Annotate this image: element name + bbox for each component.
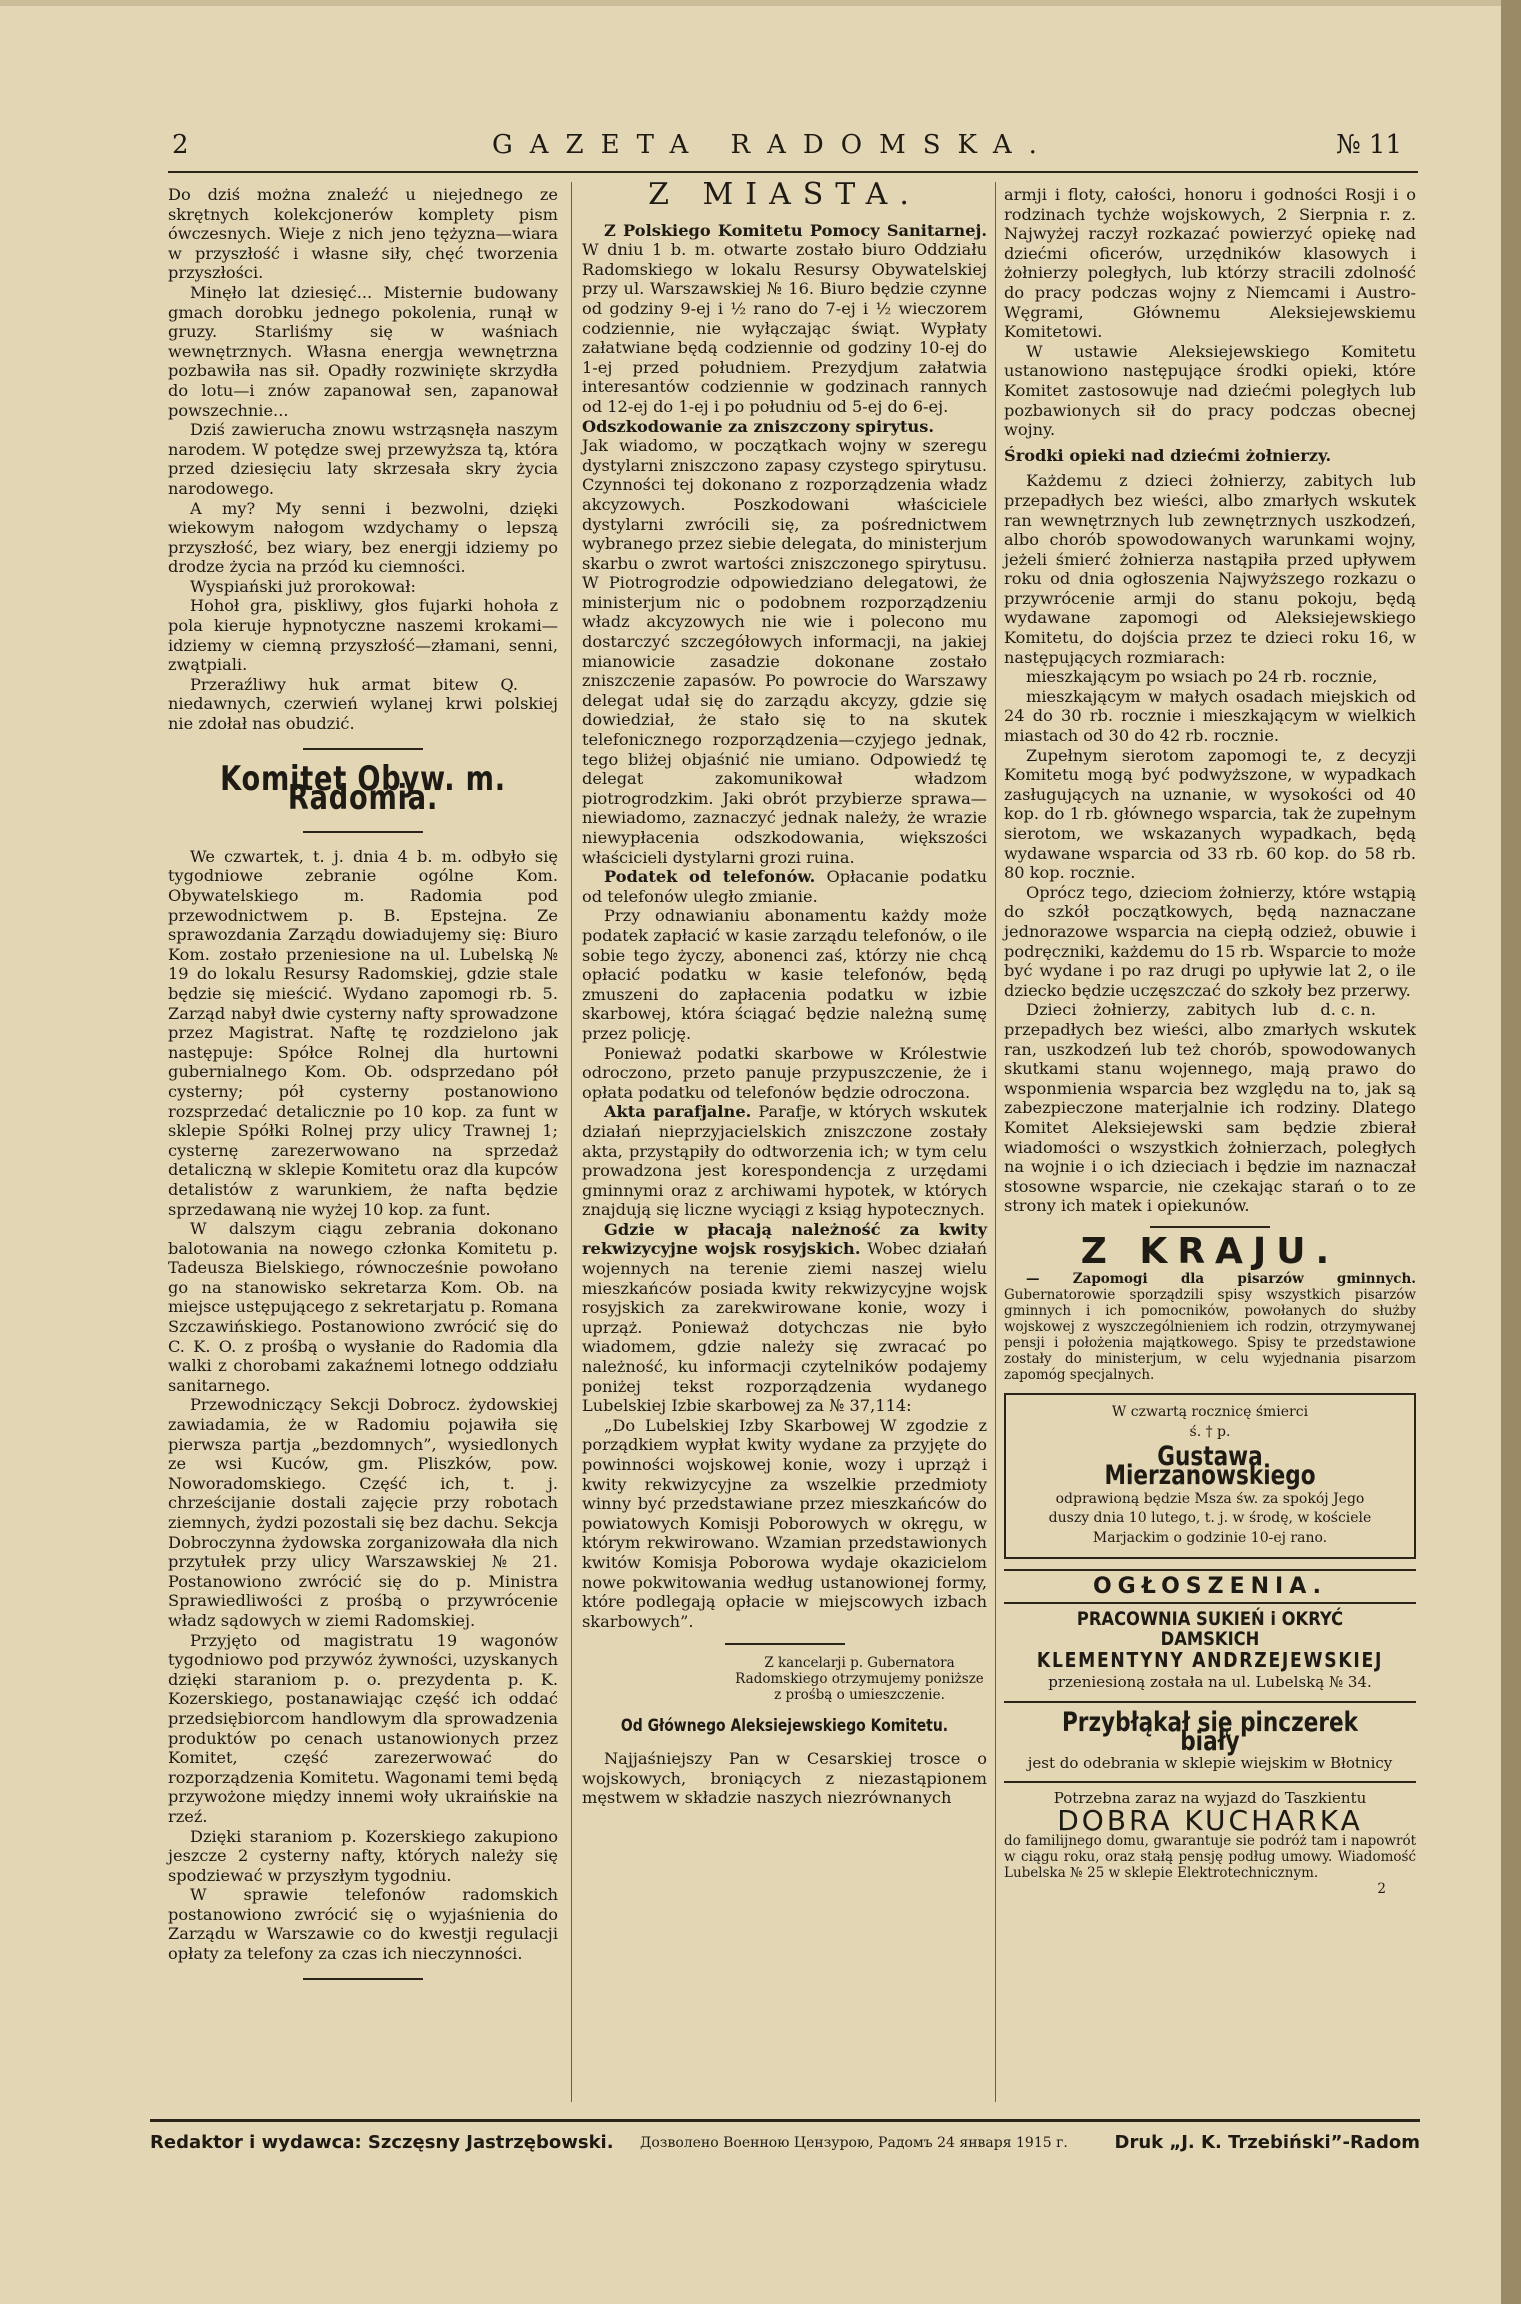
ad-number: 2 bbox=[1377, 1880, 1386, 1897]
paragraph: armji i floty, całości, honoru i godności Rosji i o rodzinach tychże wojskowych, 2 Sierpnia r. z. Najwyżej raczył rozkazać powierzyć opiekę nad dziećmi oficerów, urzędników klasowych i żołnierzy poległych, lub którzy stracili zdolność do pracy podczas wojny z Niemcami i Austro-Węgrami, Głównemu Aleksiejewskiemu Komitetowi. bbox=[1004, 185, 1416, 342]
paragraph: Zupełnym sierotom zapomogi te, z decyzji Komitetu mogą być podwyższone, w wypadkach zasługujących na uznanie, w wysokości od 40 kop. do 1 rb. głównego wsparcia, tak że zupełnym sierotom, we wskazanych wypadkach, będą wydawane wsparcia od 33 rb. 60 kop. do 58 rb. 80 kop. rocznie. bbox=[1004, 745, 1416, 883]
mourning-line: ś. † p. bbox=[1189, 1424, 1231, 1441]
paragraph: A my? My senni i bezwolni, dzięki wiekowym nałogom wzdychamy o lepszą przyszłość, bez wiary, bez energji idziemy po drodze życia na przód ku ciemności. bbox=[168, 498, 558, 577]
paragraph bbox=[582, 1102, 987, 1220]
paragraph-heading: Odszkodowanie za zniszczony spirytus. bbox=[582, 416, 935, 436]
paragraph: Wyspiański już prorokował: bbox=[190, 576, 417, 596]
ad-heading: Przybłąkał się pinczerek biały bbox=[1061, 1706, 1359, 1758]
separator-rule bbox=[1004, 1781, 1416, 1783]
separator-rule bbox=[1004, 1602, 1416, 1604]
separator-rule bbox=[1150, 1226, 1270, 1228]
section-title-z-kraju: Z KRAJU. bbox=[1080, 1230, 1340, 1272]
paragraph: W dalszym ciągu zebrania dokonano balotowania na nowego członka Komitetu p. Tadeusza Bielskiego, równocześnie powołano go na stanowisko sekretarza Kom. Ob. na miejsce ustępującego z sekretarjatu p. Romana Szczawińskiego. Postanowiono zwrócić się do C. K. O. z prośbą o wysłanie do Radomia dla walki z chorobami zakaźnemi lotnego oddziału sanitarnego. bbox=[168, 1219, 558, 1395]
paragraph: Przewodniczący Sekcji Dobrocz. żydowskiej zawiadamia, że w Radomiu pojawiła się pierwsza partja „bezdomnych”, wysiedlonych ze wsi Kuców, gm. Pliszków, pow. Noworadomskiego. Część ich, t. j. chrześcijanie dostali zajęcie przy robotach ziemnych, żydzi pozostali się bez dachu. Sekcja Dobroczynna żydowska zorganizowała dla nich przytułek przy ulicy Warszawskiej № 21. Postanowiono zwrócić się do p. Ministra Sprawiedliwości z prośbą o przywrócenie władz sądowych w ziemi Radomskiej. bbox=[168, 1395, 558, 1630]
page-number: 2 bbox=[172, 130, 189, 160]
ad-heading: KLEMENTYNY ANDRZEJEWSKIEJ bbox=[1036, 1648, 1384, 1673]
masthead bbox=[172, 130, 1402, 170]
footer bbox=[150, 2132, 1420, 2162]
mourning-name: Gustawa Mierzanowskiego bbox=[1104, 1440, 1316, 1492]
paragraph-heading: Podatek od telefonów. bbox=[604, 867, 816, 887]
paragraph-heading: Z Polskiego Komitetu Pomocy Sanitarnej. bbox=[604, 220, 987, 240]
column-2 bbox=[582, 177, 987, 1808]
paragraph: Przyjęto od magistratu 19 wagonów tygodniowo pod przywóz żywności, uzyskanych dzięki staraniom p. o. prezydenta p. K. Kozerskiego, postanawiając część ich oddać przedsiębiorcom handlowym dla sprowadzenia produktów po cenach ustanowionych przez Komitet, część zarezerwować do rozporządzenia Komitetu. Wagonami temi będą przywożone między innemi woły ukraińskie na rzeź. bbox=[168, 1630, 558, 1826]
paragraph: „Do Lubelskiej Izby Skarbowej W zgodzie z porządkiem wypłat kwity wydane za przyjęte do powinności wojskowej konie, wozy i uprząż i kwity rekwizycyjne za wszelkie przedmioty winny być przedstawiane przez mieszkańców do powiatowych Komisji Poborowych w okręgu, w którym rekwirowano. Wzamian przedstawionych kwitów Komisja Poborowa wydaje okazicielom nowe pokwitowania według ustanowionej formy, które podlegają opłacie w miejscowych izbach skarbowych”. bbox=[582, 1415, 987, 1631]
paragraph-text: W dniu 1 b. m. otwarte zostało biuro Oddziału Radomskiego w lokalu Resursy Obywatelskiej przy ul. Warszawskiej № 16. Biuro będzie czynne od godziny 9-ej i ½ rano do 7-ej i ½ wieczorem codziennie, nie wyłączając świąt. Wypłaty załatwiane będą codziennie od godziny 10-ej do 1-ej przed południem. Prezydjum załatwia interesantów codziennie w godzinach rannych od 12-ej do 1-ej i po południu od 5-ej do 6-ej. bbox=[582, 240, 987, 416]
paragraph-text: Parafje, w których wskutek działań nieprzyjacielskich zniszczone zostały akta, przystąpiły do odtworzenia ich; w tym celu prowadzona jest korespondencja z urzędami gminnymi oraz z archiwami hypotek, w których znajdują się liczne wyciągi z ksiąg hypotecznych. bbox=[582, 1102, 987, 1220]
paragraph: Do dziś można znaleźć u niejednego ze skrętnych kolekcjonerów komplety pism ówczesnych. Wieje z nich jeno tężyzna—wiara w przyszłość i własne siły, chęć tworzenia przyszłości. bbox=[168, 185, 558, 283]
paragraph: We czwartek, t. j. dnia 4 b. m. odbyło się tygodniowe zebranie ogólne Kom. Obywatelskiego m. Radomia pod przewodnictwem p. B. Epstejna. Ze sprawozdania Zarządu dowiadujemy się: Biuro Kom. zostało przeniesione na ul. Lubelską № 19 do lokalu Resursy Radomskiej, gdzie stale będzie się mieścić. Wydano zapomogi rb. 5. Zarząd nabył dwie cysterny nafty sprowadzone przez Magistrat. Naftę tę rozdzielono jak następuje: Spółce Rolnej dla hurtowni gubernialnego Kom. Ob. odsprzedano pół cysterny; pół cysterny postanowiono rozsprzedać detalicznie po 10 kop. za funt w sklepie Spółki Rolnej przy ulicy Trawnej 1; cysternę zarezerwowano na sprzedaż detaliczną w sklepie Komitetu oraz dla kupców detalistów z warunkiem, że nafta będzie sprzedawaną nie wyżej 10 kop. za funt. bbox=[168, 846, 558, 1219]
paragraph-text: Przeraźliwy huk armat bitew niedawnych, czerwień wylanej krwi polskiej nie zdołał nas obudzić. bbox=[168, 674, 558, 734]
separator-rule bbox=[303, 1978, 423, 1980]
paragraph-last bbox=[168, 675, 558, 734]
paragraph: Hohoł gra, piskliwy, głos fujarki hohoła z pola kieruje hypnotyczne naszemi krokami—idziemy w ciemną przyszłość—złamani, senni, zwątpiali. bbox=[168, 596, 558, 675]
mourning-line: odprawioną będzie Msza św. za spokój Jego duszy dnia 10 lutego, t. j. w środę, w kościele Marjackim o godzinie 10-ej rano. bbox=[1048, 1490, 1372, 1547]
page-top-edge bbox=[0, 0, 1521, 6]
separator-rule bbox=[725, 1643, 845, 1645]
column-3 bbox=[1004, 185, 1416, 1897]
mourning-line: W czwartą rocznicę śmierci bbox=[1111, 1404, 1309, 1421]
ad-line: jest do odebrania w sklepie wiejskim w Błotnicy bbox=[1027, 1753, 1393, 1772]
paragraph: W ustawie Aleksiejewskiego Komitetu ustanowiono następujące środki opieki, które Komitet zastosowuje nad dziećmi poległych lub pozbawionych sił do pracy podczas obecnej wojny. bbox=[1004, 341, 1416, 440]
separator-rule bbox=[1004, 1701, 1416, 1703]
paragraph: Najjaśniejszy Pan w Cesarskiej trosce o wojskowych, broniących z niezastąpionem męstwem w składzie naszych niezrównanych bbox=[582, 1748, 987, 1808]
paragraph bbox=[582, 221, 987, 417]
paragraph bbox=[582, 1220, 987, 1416]
paragraph: Każdemu z dzieci żołnierzy, zabitych lub przepadłych bez wieści, albo zmarłych wskutek ran wewnętrznych lub zewnętrznych uszkodzeń, albo chorób spowodowanych warunkami wojny, jeżeli śmierć żołnierza nastąpiła przed upływem roku od dnia ogłoszenia Najwyższego rozkazu o przywrócenie armji do stanu pokoju, będą wydawane zapomogi od Aleksiejewskiego Komitetu, do dojścia przez te dzieci roku 16, w następujących rozmiarach: bbox=[1004, 471, 1416, 667]
signature: d. c. n. bbox=[1320, 1000, 1376, 1020]
komitet-headline: Komitet Obyw. m. Radomia. bbox=[220, 758, 506, 819]
paragraph: Dziś zawierucha znowu wstrząsnęła naszym narodem. W potędze swej przewyższa tą, która przed dziesięciu laty skrzesała skry życia narodowego. bbox=[168, 420, 558, 498]
paragraph: W sprawie telefonów radomskich postanowiono zwrócić się o wyjaśnienia do Zarządu w Warszawie co do kwestji regulacji opłaty za telefony za czas ich nieczynności. bbox=[168, 1885, 558, 1964]
paragraph-text: Wobec działań wojennych na terenie ziemi naszej wielu mieszkańców posiada kwity rekwizycyjne wojsk rosyjskich za zarekwirowane konie, wozy i uprząż. Ponieważ dotychczas nie było wiadomem, gdzie należy się zwracać po należność, ku informacji czytelników podajemy poniżej tekst rozporządzenia wydanego Lubelskiej Izbie skarbowej za № 37,114: bbox=[582, 1239, 987, 1416]
paragraph: mieszkającym w małych osadach miejskich od 24 do 30 rb. rocznie i mieszkającym w wielkich miastach od 30 do 42 rb. rocznie. bbox=[1004, 686, 1416, 746]
masthead-rule bbox=[168, 171, 1418, 173]
separator-rule bbox=[303, 831, 423, 833]
governor-note: Z kancelarji p. Gubernatora Radomskiego otrzymujemy poniższe z prośbą o umieszczenie. bbox=[735, 1655, 984, 1704]
ad-body: do familijnego domu, gwarantuje sie podróż tam i napowrót w ciągu roku, oraz stałą pensję podług umowy. Wiadomość Lubelska № 25 w sklepie Elektrotechnicznym. bbox=[1004, 1832, 1416, 1881]
paragraph: Oprócz tego, dzieciom żołnierzy, które wstąpią do szkół początkowych, będą naznaczane jednorazowe wsparcia na ciepłą odzież, obuwie i podręczniki, każdemu do 15 rb. Wsparcie to może być wydane i po raz drugi po upływie lat 2, o ile dziecko będzie uczęszczać do szkoły bez przerwy. bbox=[1004, 882, 1416, 1000]
paragraph-text: Dzieci żołnierzy, zabitych lub przepadłych bez wieści, albo zmarłych wskutek ran, uszkodzeń lub też chorób, spowodowanych skutkami stanu wojennego, mają prawo do wsponmienia wsparcia bez względu na to, jak są zabezpieczone materjalnie ich rodziny. Dlatego Komitet Aleksiejewski sam będzie zbierał wiadomości o wszystkich żołnierzach, poległych na wojnie i o ich dzieciach i będzie im naznaczał stosowne wsparcie, nie czekając starań o to ze strony ich matek i opiekunów. bbox=[1004, 1000, 1416, 1216]
column-rule bbox=[571, 182, 572, 2102]
editor-line: Redaktor i wydawca: Szczęsny Jastrzębowski. bbox=[150, 2132, 614, 2153]
paragraph-heading: Środki opieki nad dziećmi żołnierzy. bbox=[1004, 445, 1332, 465]
paragraph-heading: Gdzie w płacają należność za kwity rekwizycyjne wojsk rosyjskich. bbox=[582, 1219, 987, 1259]
paragraph: Minęło lat dziesięć... Misternie budowany gmach dorobku jednego pokolenia, runął w gruzy. Starliśmy się w waśniach wewnętrznych. Własna energja wewnętrzna pozbawiła nas sił. Opadły rozwinięte skrzydła do lotu—i znów zapanował sen, zapanował powszechnie... bbox=[168, 282, 558, 420]
ad-heading: DOBRA KUCHARKA bbox=[1057, 1803, 1363, 1837]
signature: Q. bbox=[500, 674, 518, 694]
paragraph bbox=[1004, 1271, 1416, 1383]
section-title-z-miasta: Z MIASTA. bbox=[648, 177, 921, 212]
ads-title: OGŁOSZENIA. bbox=[1092, 1573, 1328, 1599]
paragraph: Jak wiadomo, w początkach wojny w szeregu dystylarni zniszczono zapasy czystego spirytusu. Czynności tej dokonano z rozporządzenia władz akcyzowych. Poszkodowani właściciele dystylarni zwrócili się, za pośrednictwem wybranego przez siebie delegata, do ministerjum skarbu o zwrot wartości zniszczonego spirytusu. W Piotrogrodzie odpowiedziano delegatowi, że ministerjum nic o podobnem rozporządzeniu władz akcyzowych nie wie i polecono mu dostarczyć szczegółowych informacji, na jakiej mianowicie zasadzie dokonane zostało zniszczenie zapasów. Po powrocie do Warszawy delegat udał się do zarządu akcyzy, gdzie się dowiedział, że stało się to na skutek telefonicznego rozporządzenia—czyjego jednak, tego bliżej objaśnić nie umiano. Odpowiedź tę delegat zakomunikował władzom piotrogrodzkim. Jaki obrót przybierze sprawa—niewiadomo, zaznaczyć jednak należy, że wrazie niewypłacenia odszkodowania, większości właścicieli dystylarni grozi ruina. bbox=[582, 436, 987, 867]
footer-rule bbox=[150, 2119, 1420, 2122]
ad-line: Potrzebna zaraz na wyjazd do Taszkientu bbox=[1053, 1789, 1367, 1808]
issue-number: № 11 bbox=[1336, 130, 1402, 160]
aleksiejewski-headline: Od Głównego Aleksiejewskiego Komitetu. bbox=[620, 1716, 949, 1737]
paragraph-last bbox=[1004, 1000, 1416, 1216]
paragraph: Przy odnawianiu abonamentu każdy może podatek zapłacić w kasie zarządu telefonów, o ile sobie tego życzy, abonenci zaś, którzy nie chcą opłacić podatku w kasie telefonów, będą zmuszeni do zapłacenia podatku w izbie skarbowej, która ściągać będzie należną sumę przez policję. bbox=[582, 906, 987, 1043]
paragraph-heading: — Zapomogi dla pisarzów gminnych. bbox=[1026, 1271, 1416, 1288]
separator-rule bbox=[1004, 1569, 1416, 1571]
paragraph-text: Opłacanie podatku od telefonów uległo zmianie. bbox=[582, 867, 987, 906]
printer-line: Druk „J. K. Trzebiński”-Radom bbox=[1114, 2132, 1420, 2153]
mourning-notice bbox=[1004, 1393, 1416, 1558]
paragraph: Ponieważ podatki skarbowe w Królestwie odroczono, przeto panuje przypuszczenie, że i opłata podatku od telefonów będzie odroczona. bbox=[582, 1043, 987, 1102]
page-right-edge bbox=[1501, 0, 1521, 2304]
ad-heading: PRACOWNIA SUKIEŃ i OKRYĆ DAMSKICH bbox=[1076, 1608, 1344, 1650]
paragraph-heading: Akta parafjalne. bbox=[604, 1102, 752, 1122]
paragraph: mieszkającym po wsiach po 24 rb. rocznie, bbox=[1026, 667, 1378, 687]
column-1 bbox=[168, 185, 558, 1988]
newspaper-title: GAZETA RADOMSKA. bbox=[492, 130, 1054, 160]
paragraph bbox=[582, 867, 987, 906]
ad-line: przeniesioną została na ul. Lubelską № 34. bbox=[1048, 1673, 1372, 1691]
column-rule bbox=[995, 182, 996, 2102]
paragraph-text: Gubernatorowie sporządzili spisy wszystkich pisarzów gminnych i ich pomocników, powołanych do służby wojskowej z wyszczególnieniem ich rodzin, otrzymywanej pensji i położenia majątkowego. Spisy te przedstawione zostały do ministerjum, w celu wyjednania pisarzom zapomóg specjalnych. bbox=[1004, 1287, 1416, 1384]
censorship-line: Дозволено Военною Цензурою, Радомъ 24 января 1915 г. bbox=[640, 2135, 1068, 2151]
paragraph: Dzięki staraniom p. Kozerskiego zakupiono jeszcze 2 cysterny nafty, których należy się spodziewać w przyszłym tygodniu. bbox=[168, 1826, 558, 1885]
separator-rule bbox=[303, 748, 423, 750]
